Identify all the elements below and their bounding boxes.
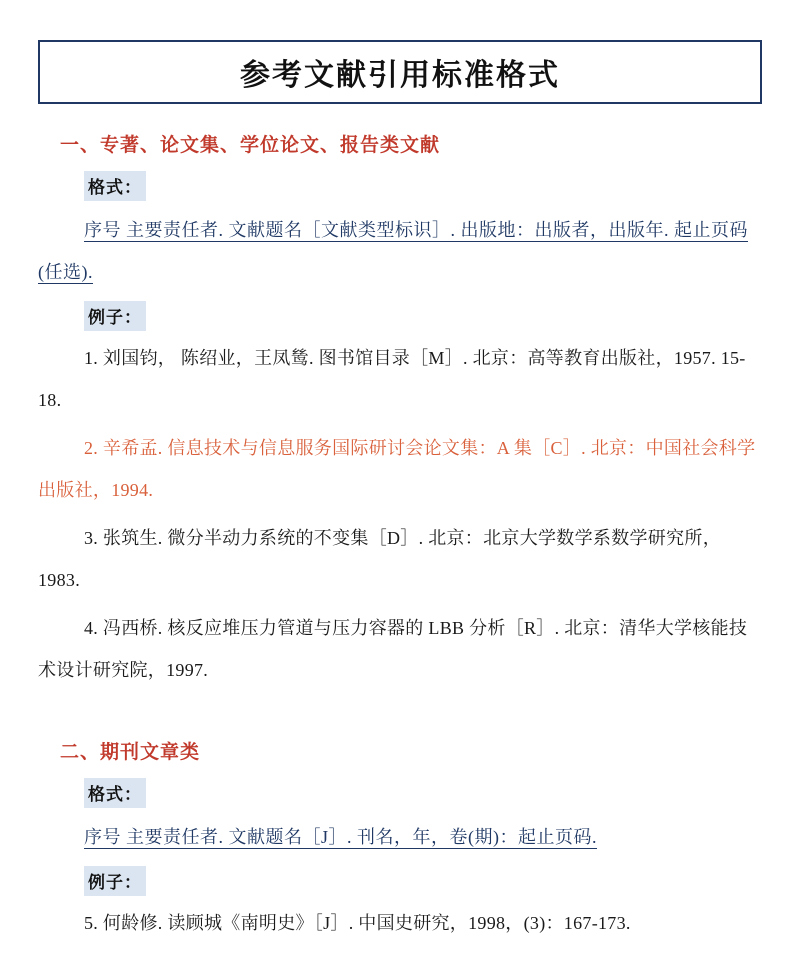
spacer — [38, 858, 762, 866]
reference-entry: 2. 辛希孟. 信息技术与信息服务国际研讨会论文集：A 集［C］. 北京：中国社会科学出版社，1994. — [38, 438, 756, 500]
spacer — [38, 293, 762, 301]
reference-entry: 1. 刘国钧， 陈绍业，王凤鸶. 图书馆目录［M］. 北京：高等教育出版社，1957. 15-18. — [38, 348, 746, 410]
section-heading-1: 一、专著、论文集、学位论文、报告类文献 — [60, 135, 441, 156]
example-label-wrapper-1 — [38, 301, 762, 331]
format-label-wrapper-2 — [38, 778, 762, 808]
format-text-2: 序号 主要责任者. 文献题名［J］. 刊名，年，卷(期)：起止页码. — [84, 827, 597, 847]
reference-entry: 3. 张筑生. 微分半动力系统的不变集［D］. 北京：北京大学数学系数学研究所，1983. — [38, 528, 721, 590]
format-label-1: 格式： — [84, 171, 146, 201]
example-label-2: 例子： — [84, 866, 146, 896]
document-page — [0, 40, 800, 979]
document-title-box — [38, 40, 762, 104]
example-label-wrapper-2 — [38, 866, 762, 896]
format-text-1: 序号 主要责任者. 文献题名［文献类型标识］. 出版地：出版者，出版年. 起止页码(任选). — [38, 220, 748, 282]
example-label-1: 例子： — [84, 301, 146, 331]
reference-entry: 4. 冯西桥. 核反应堆压力管道与压力容器的 LBB 分析［R］. 北京：清华大学核能技术设计研究院，1997. — [38, 618, 748, 680]
document-content — [38, 104, 762, 944]
format-label-2: 格式： — [84, 778, 146, 808]
section-heading-2: 二、期刊文章类 — [60, 742, 201, 763]
format-label-wrapper-1 — [38, 171, 762, 201]
page-title: 参考文献引用标准格式 — [240, 59, 560, 92]
reference-entry: 5. 何龄修. 读顾城《南明史》［J］. 中国史研究，1998，(3)：167-173. — [84, 913, 631, 933]
